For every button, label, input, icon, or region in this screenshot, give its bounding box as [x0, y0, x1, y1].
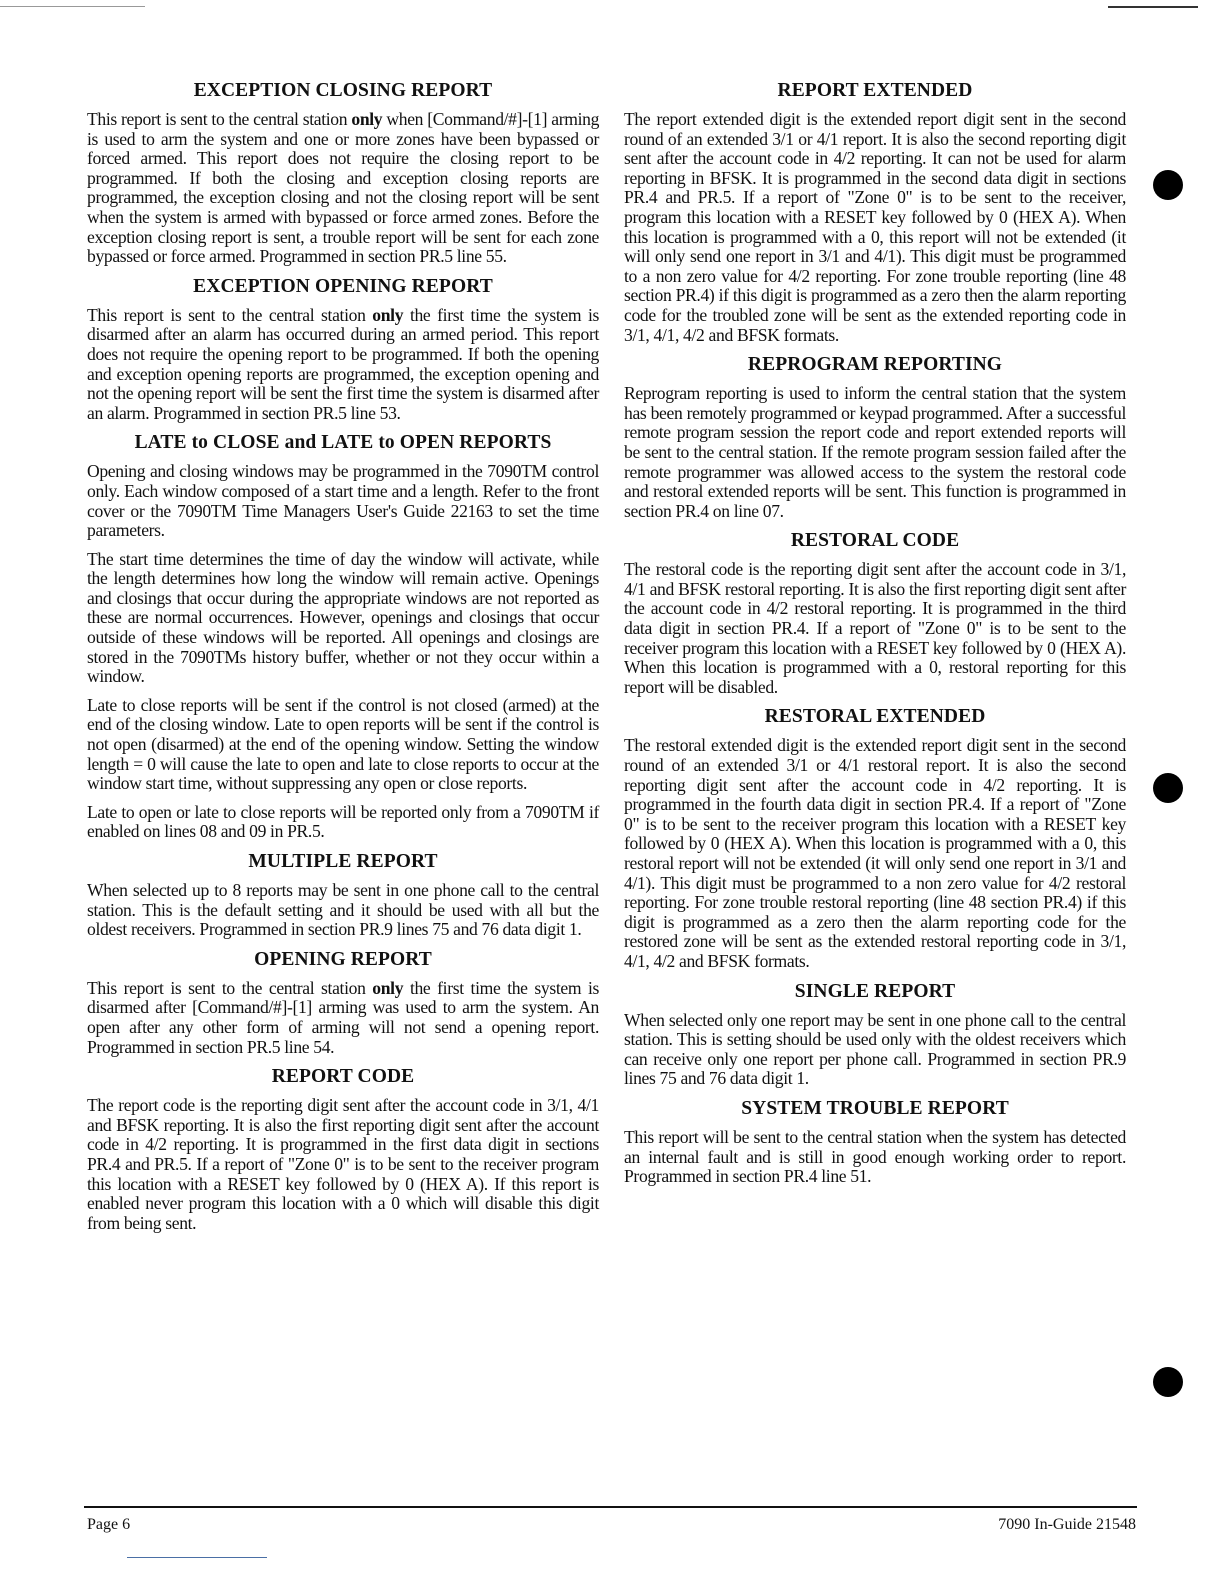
left-column	[87, 80, 599, 1242]
section-restoral-code	[624, 530, 1126, 697]
bottom-mark	[127, 1557, 267, 1558]
paragraph-text: The restoral code is the reporting digit sent after the account code in 3/1, 4/1 and BFSK restoral reporting. It is also the first reporting digit sent after the account code in 4/2 restoral reporting. It is programmed in the third data digit in section PR.4. If a report of "Zone 0" is to be sent to the receiver program this location with a RESET key followed by 0 (HEX A). When this location is programmed with a 0, restoral reporting for this report will be disabled.	[624, 559, 1126, 697]
paragraph-text: The restoral extended digit is the extended report digit sent in the second round of an extended 3/1 or 4/1 restoral report. It is also the second reporting digit sent after the account code in 4/2 reporting. It is programmed in the fourth data digit in section PR.4. If a report of "Zone 0" is to be sent to the receiver program this location with a RESET key followed by 0 (HEX A). When this location is programmed with a 0, this restoral report will not be extended (it will only send one report in 3/1 and 4/1). This digit must be programmed to a non zero value for 4/2 restoral reporting. For zone trouble restoral reporting (line 48 section PR.4) if this digit is programmed as a zero then the alarm reporting code for the restored zone will be sent as the extended restoral reporting code in 3/1, 4/1, 4/2 and BFSK formats.	[624, 735, 1126, 971]
emphasis-text: only	[372, 304, 404, 325]
paragraph-text: The start time determines the time of day the window will activate, while the length determines how long the window will remain active. Openings and closings that occur during the appropriate windows are not reported as these are normal occurrences. However, openings and closings that occur outside of these windows will be reported. All openings and closings are stored in the 7090TMs history buffer, whether or not they occur within a window.	[87, 548, 599, 687]
section-paragraph	[87, 803, 599, 842]
section-paragraph	[87, 1096, 599, 1233]
section-opening-report	[87, 949, 599, 1057]
emphasis-text: only	[351, 109, 383, 129]
section-system-trouble-report	[624, 1098, 1126, 1187]
paragraph-text: This report is sent to the central station	[87, 304, 373, 325]
section-heading: REPORT EXTENDED	[777, 80, 973, 101]
binder-hole-middle	[1153, 773, 1183, 803]
page-number: Page 6	[87, 1516, 131, 1533]
paragraph-text: This report will be sent to the central station when the system has detected an internal fault and is still in good enough working order to report. Programmed in section PR.4 line 51.	[624, 1126, 1126, 1187]
section-multiple-report	[87, 851, 599, 940]
section-heading: EXCEPTION CLOSING REPORT	[193, 80, 493, 101]
paragraph-text: The report extended digit is the extended report digit sent in the second round of an extended 3/1 or 4/1 report. It is also the second reporting digit sent after the account code in 4/2 reporting. It can not be used for alarm reporting in BFSK. It is programmed in the second data digit in sections PR.4 and PR.5. If a report of "Zone 0" is to be sent to the receiver, program this location with a RESET key followed by 0 (HEX A). When this location is programmed with a 0, this report will not be extended (it will only send one report in 3/1 and 4/1). This digit must be programmed to a non zero value for 4/2 reporting. For zone trouble reporting (line 48 section PR.4) if this digit is programmed as a zero then the alarm reporting code for the troubled zone will be sent as the extended reporting code in 3/1, 4/1, 4/2 and BFSK formats.	[624, 109, 1126, 345]
section-report-extended	[624, 80, 1126, 345]
section-heading: EXCEPTION OPENING REPORT	[193, 275, 493, 297]
section-paragraph	[87, 306, 599, 424]
binder-hole-top	[1153, 170, 1183, 200]
section-heading: REPORT CODE	[271, 1066, 415, 1088]
paragraph-text: the first time the system is disarmed after [Command/#]-[1] arming was used to arm the system. An open after any other form of arming will not send a opening report. Programmed in section PR.5 line 54.	[87, 977, 599, 1057]
section-paragraph	[624, 384, 1126, 521]
top-rule-right	[1108, 6, 1198, 8]
section-paragraph	[87, 881, 599, 940]
paragraph-text: Reprogram reporting is used to inform the central station that the system has been remotely programmed or keypad programmed. After a successful remote program session the report code and report extended reports will be sent to the central station. If the remote program session failed after the remote programmer was allowed access to the system the restoral code and restoral extended reports will be sent. This function is programmed in section PR.4 on line 07.	[624, 383, 1126, 521]
section-paragraph	[624, 1011, 1126, 1089]
section-report-code	[87, 1066, 599, 1233]
section-heading: SYSTEM TROUBLE REPORT	[741, 1097, 1009, 1119]
section-paragraph	[87, 696, 599, 794]
section-heading: RESTORAL CODE	[790, 530, 960, 552]
footer-rule	[84, 1506, 1137, 1508]
top-rule-left	[0, 6, 145, 7]
section-restoral-extended	[624, 706, 1126, 971]
paragraph-text: This report is sent to the central station	[87, 977, 373, 998]
paragraph-text: Late to close reports will be sent if the control is not closed (armed) at the end of the closing window. Late to open reports will be sent if the control is not open (disarmed) at the end of the opening window. Setting the window length = 0 will cause the late to open and late to close reports to occur at the window start time, without suppressing any open or close reports.	[87, 694, 599, 794]
section-heading: OPENING REPORT	[254, 948, 432, 970]
section-paragraph	[87, 550, 599, 687]
binder-hole-bottom	[1153, 1367, 1183, 1397]
paragraph-text: Opening and closing windows may be programmed in the 7090TM control only. Each window composed of a start time and a length. Refer to the front cover or the 7090TM Time Managers User's Guide 22163 to set the time parameters.	[87, 461, 599, 541]
paragraph-text: This report is sent to the central station	[87, 109, 352, 129]
section-reprogram-reporting	[624, 354, 1126, 521]
emphasis-text: only	[372, 977, 404, 998]
paragraph-text: Late to open or late to close reports will be reported only from a 7090TM if enabled on lines 08 and 09 in PR.5.	[87, 801, 599, 842]
section-paragraph	[87, 110, 599, 267]
section-exception-opening-report	[87, 276, 599, 424]
paragraph-text: the first time the system is disarmed after an alarm has occurred during an armed period. This report does not require the opening report to be programmed. If both the opening and exception opening reports are programmed, the exception opening and not the opening report will be sent the first time the system is disarmed after an alarm. Programmed in section PR.5 line 53.	[87, 304, 599, 423]
section-paragraph	[87, 462, 599, 540]
section-paragraph	[624, 1128, 1126, 1187]
section-paragraph	[624, 736, 1126, 971]
paragraph-text: when [Command/#]-[1] arming is used to arm the system and one or more zones have been bypassed or forced armed. This report does not require the closing report to be programmed. If both the closing and exception closing reports are programmed, the exception closing and not the closing report will be sent when the system is armed with bypassed or force armed zones. Before the exception closing report is sent, a trouble report will be sent for each zone bypassed or force armed. Programmed in section PR.5 line 55.	[87, 109, 600, 267]
section-heading: REPROGRAM REPORTING	[747, 354, 1003, 376]
document-id: 7090 In-Guide 21548	[998, 1516, 1136, 1533]
paragraph-text: When selected only one report may be sent in one phone call to the central station. This is setting should be used only with the oldest receivers which can receive only one report per phone call. Programmed in section PR.9 lines 75 and 76 data digit 1.	[624, 1009, 1126, 1089]
section-paragraph	[87, 979, 599, 1057]
section-heading: LATE to CLOSE and LATE to OPEN REPORTS	[134, 432, 552, 454]
section-paragraph	[624, 110, 1126, 345]
section-late-to-close-and-late-to-open-reports	[87, 432, 599, 842]
section-exception-closing-report	[87, 80, 599, 267]
section-single-report	[624, 981, 1126, 1089]
section-paragraph	[624, 560, 1126, 697]
section-heading: SINGLE REPORT	[794, 980, 956, 1002]
section-heading: RESTORAL EXTENDED	[764, 706, 986, 728]
right-column	[624, 80, 1126, 1196]
paragraph-text: The report code is the reporting digit sent after the account code in 3/1, 4/1 and BFSK reporting. It is also the first reporting digit sent after the account code in 4/2 reporting. It is programmed in the first data digit in sections PR.4 and PR.5. If a report of "Zone 0" is to be sent to the receiver program this location with a RESET key followed by 0 (HEX A). If this report is enabled never program this location with a 0 which will disable this digit from being sent.	[87, 1095, 599, 1233]
paragraph-text: When selected up to 8 reports may be sent in one phone call to the central station. This is the default setting and it should be used with all but the oldest receivers. Programmed in section PR.9 lines 75 and 76 data digit 1.	[87, 880, 599, 940]
section-heading: MULTIPLE REPORT	[248, 851, 438, 872]
